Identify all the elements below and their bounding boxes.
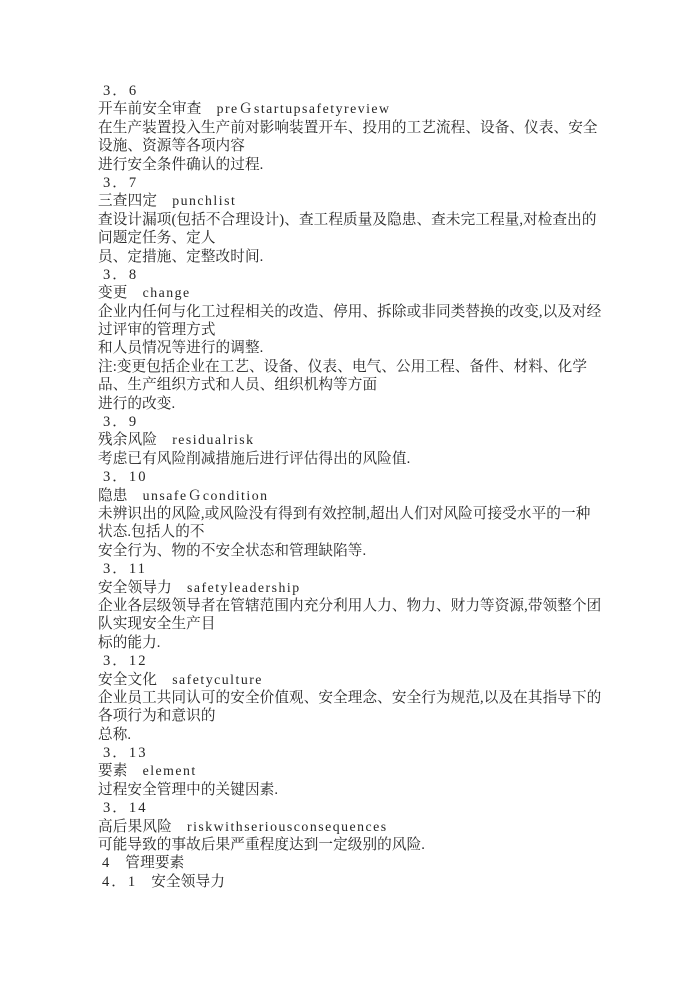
definition-text-line: 在生产装置投入生产前对影响装置开车、投用的工艺流程、设备、仪表、安全 [98,119,598,136]
definition-text-line: 状态.包括人的不 [98,524,205,541]
heading-title: 安全领导力 [151,873,226,890]
heading-number: 4 [102,855,112,872]
term-english: riskwithseriousconsequences [186,818,388,834]
term-chinese: 变更 [98,285,128,302]
definition-text-line: 过评审的管理方式 [98,322,216,339]
term-chinese: 安全文化 [98,671,158,688]
heading-number: 4．1 [102,873,138,890]
section-number-line: 3．13 [103,745,148,762]
term-english: punchlist [172,193,237,209]
definition-text-line: 过程安全管理中的关键因素. [98,781,279,798]
term-chinese: 残余风险 [98,432,158,449]
definition-text-line: 企业员工共同认可的安全价值观、安全理念、安全行为规范,以及在其指导下的 [98,689,602,706]
term-definition-line [98,284,613,302]
term-english: element [142,763,197,779]
term-definition-line [98,818,613,836]
definition-text-line: 进行的改变. [98,395,176,412]
term-chinese: 隐患 [98,487,128,504]
section-number-line: 3．11 [103,561,147,578]
section-number-line: 3．12 [103,653,148,670]
definition-text-line: 标的能力. [98,634,161,651]
term-chinese: 安全领导力 [98,579,172,596]
term-english: change [142,285,191,301]
definition-text-line: 企业各层级领导者在管辖范围内充分利用人力、物力、财力等资源,带领整个团 [98,597,602,614]
definition-text-line: 进行安全条件确认的过程. [98,156,264,173]
document-content [98,82,613,891]
term-english: residualrisk [172,432,255,448]
definition-text-line: 安全行为、物的不安全状态和管理缺陷等. [98,542,367,559]
definition-text-line: 查设计漏项(包括不合理设计)、查工程质量及隐患、查未完工程量,对检查出的 [98,211,597,228]
definition-text-line: 品、生产组织方式和人员、组织机构等方面 [98,377,378,394]
section-number-line: 3．7 [103,174,139,191]
section-number-line: 3．10 [103,469,148,486]
term-english: safetyleadership [186,579,301,595]
definition-text-line: 员、定措施、定整改时间. [98,248,264,265]
section-number-line: 3．8 [103,266,139,283]
definition-text-line: 可能导致的事故后果严重程度达到一定级别的风险. [98,837,426,854]
section-number-line: 3．9 [103,414,139,431]
term-english: preＧstartupsafetyreview [216,101,391,117]
term-definition-line [98,192,613,210]
chapter-heading-line [98,873,613,891]
chapter-heading-line [98,854,613,872]
definition-text-line: 设施、资源等各项内容 [98,138,245,155]
term-definition-line [98,579,613,597]
definition-text-line: 问题定任务、定人 [98,230,216,247]
definition-text-line: 注:变更包括企业在工艺、设备、仪表、电气、公用工程、备件、材料、化学 [98,358,588,375]
term-definition-line [98,100,613,118]
term-definition-line [98,431,613,449]
definition-text-line: 队实现安全生产目 [98,616,216,633]
heading-title: 管理要素 [125,855,185,872]
section-number-line: 3．6 [103,83,139,99]
section-number-line: 3．14 [103,800,148,817]
definition-text-line: 总称. [98,726,132,743]
definition-text-line: 和人员情况等进行的调整. [98,340,264,357]
term-chinese: 开车前安全审查 [98,101,202,118]
term-english: unsafeＧcondition [142,487,269,503]
term-definition-line [98,671,613,689]
definition-text-line: 考虑已有风险削减措施后进行评估得出的风险值. [98,450,411,467]
term-chinese: 三查四定 [98,193,158,210]
definition-text-line: 企业内任何与化工过程相关的改造、停用、拆除或非同类替换的改变,以及对经 [98,303,602,320]
term-chinese: 高后果风险 [98,818,172,835]
term-english: safetyculture [172,671,263,687]
definition-text-line: 未辨识出的风险,或风险没有得到有效控制,超出人们对风险可接受水平的一种 [98,505,591,522]
term-definition-line [98,762,613,780]
term-chinese: 要素 [98,763,128,780]
term-definition-line [98,487,613,505]
definition-text-line: 各项行为和意识的 [98,708,216,725]
